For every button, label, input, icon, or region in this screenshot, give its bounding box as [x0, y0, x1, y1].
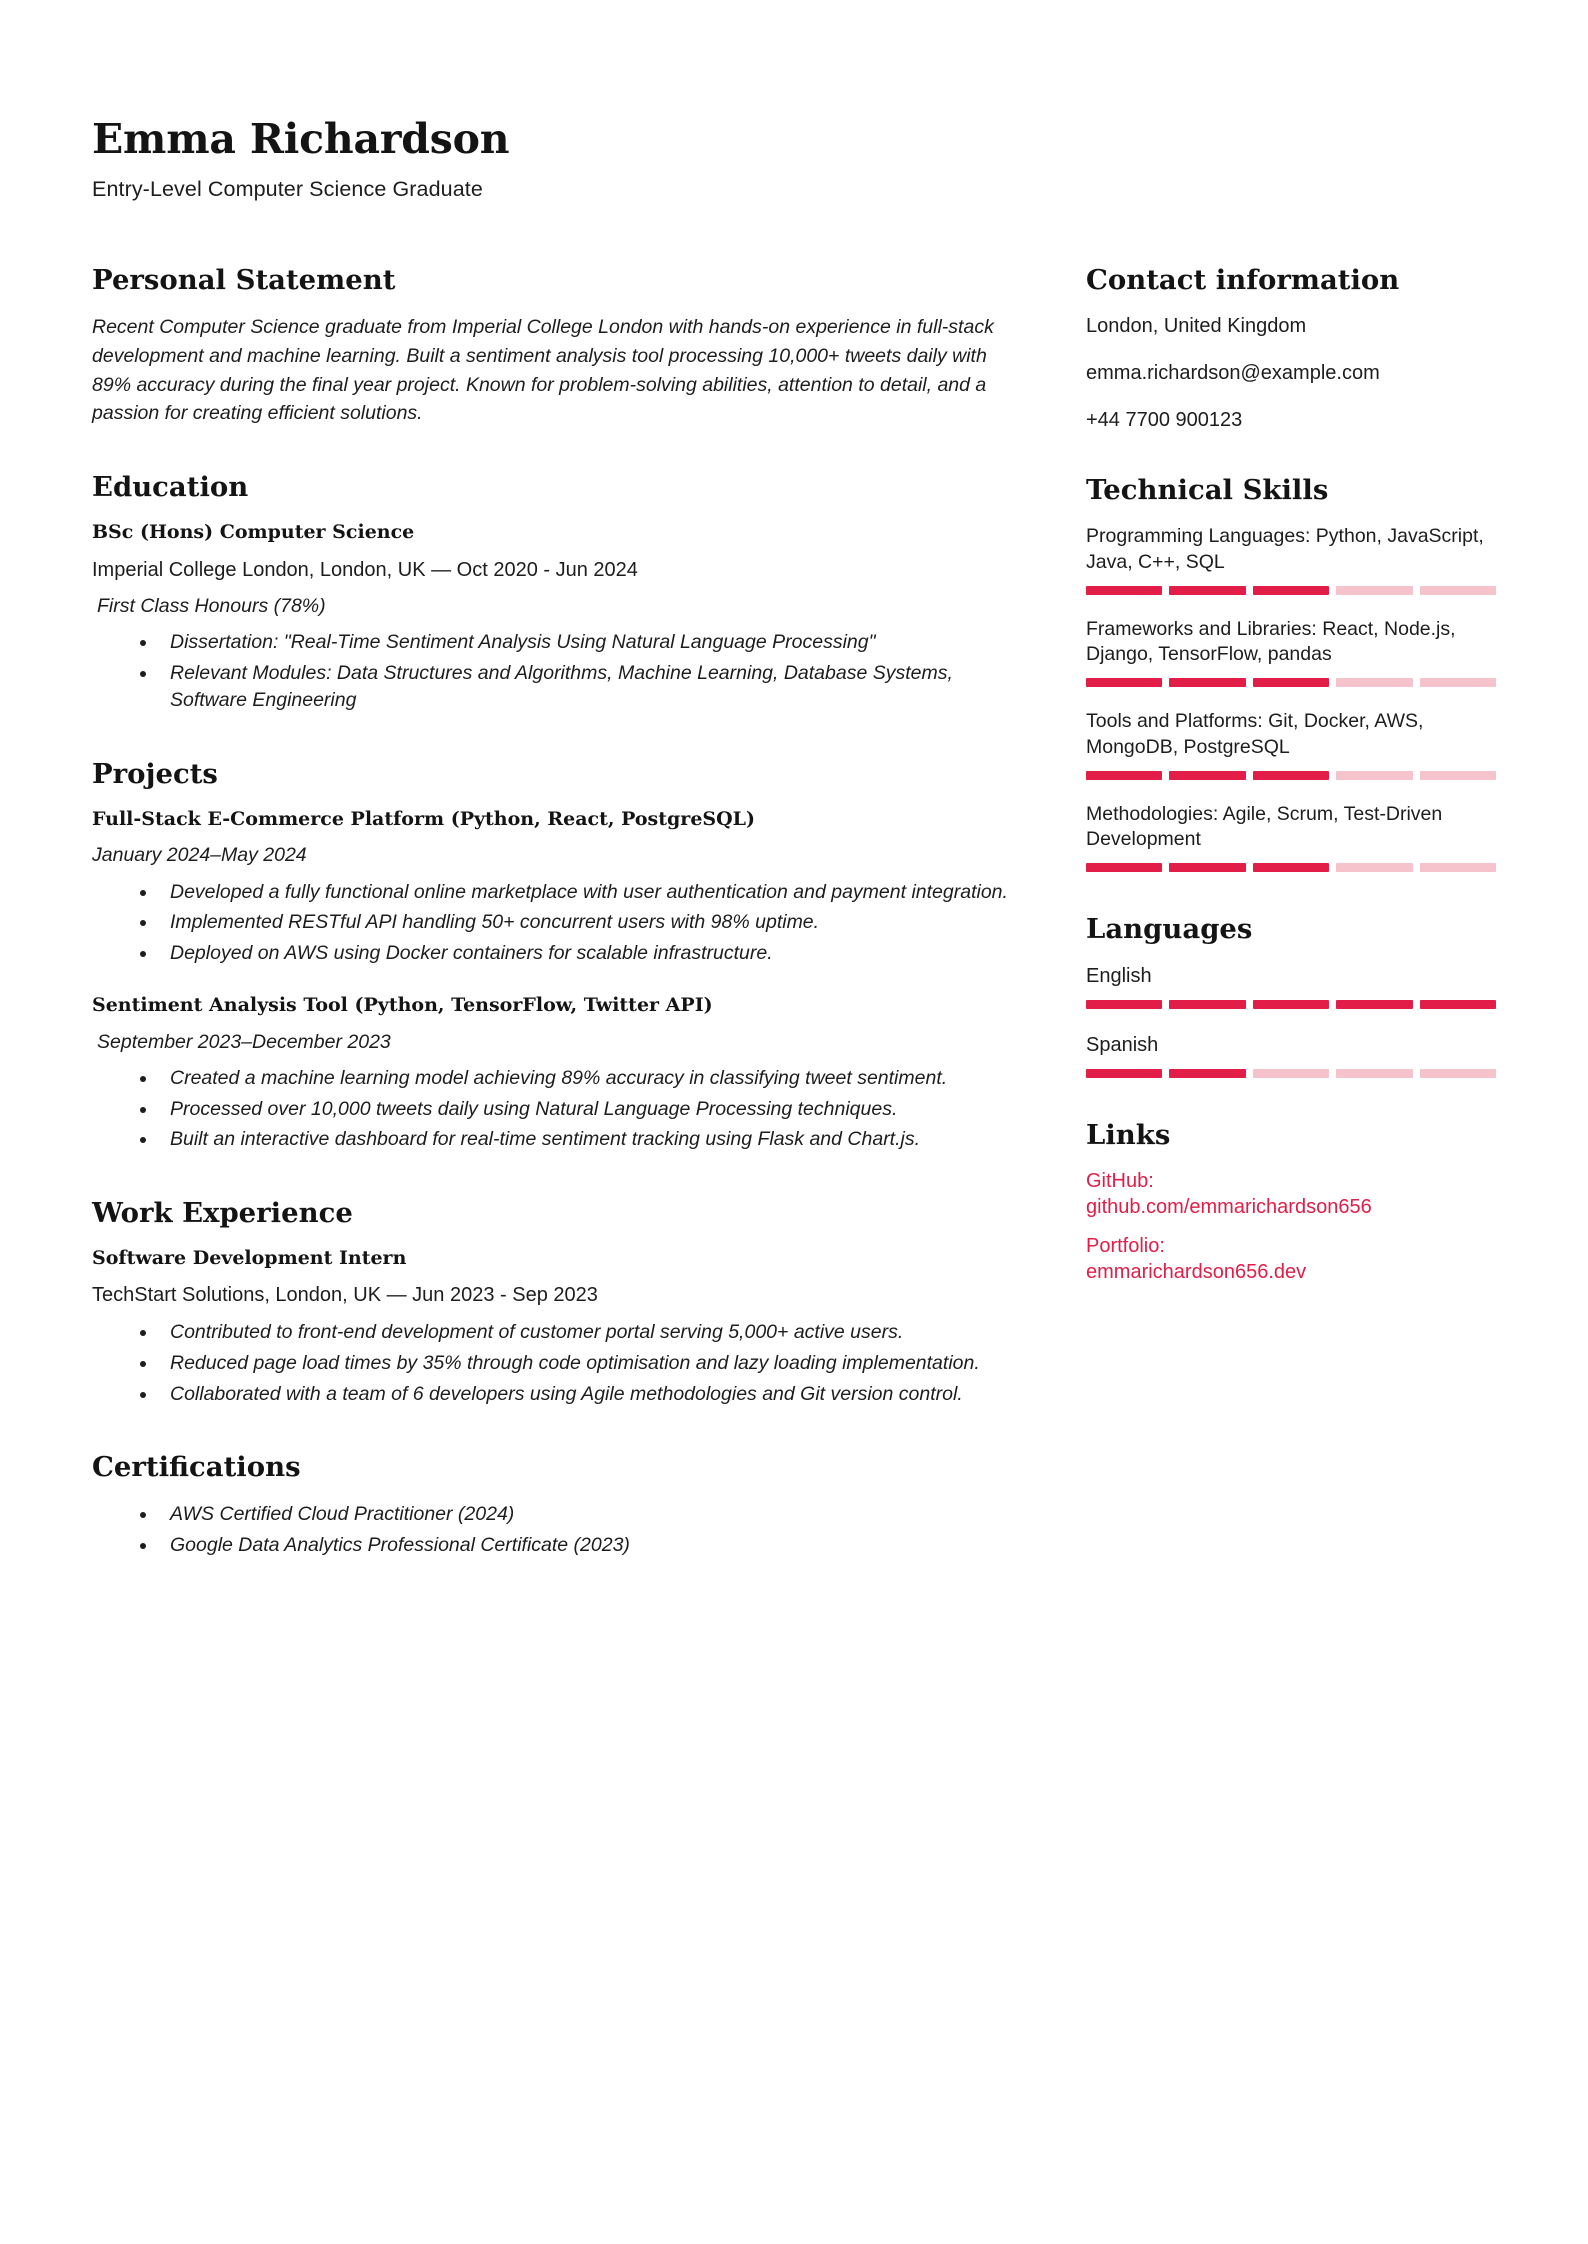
rating-pip-filled — [1086, 1069, 1162, 1078]
rating-pip-empty — [1336, 678, 1412, 687]
section-education — [92, 472, 1022, 715]
list-item: Created a machine learning model achieving 89% accuracy in classifying tweet sentiment. — [140, 1065, 1022, 1093]
list-item: Implemented RESTful API handling 50+ concurrent users with 98% uptime. — [140, 909, 1022, 937]
language-rating — [1086, 1069, 1496, 1078]
main-column — [92, 265, 1022, 1604]
contact-email[interactable]: emma.richardson@example.com — [1086, 362, 1380, 385]
project-entry — [92, 808, 1022, 968]
education-bullets — [92, 629, 1022, 715]
list-item: Google Data Analytics Professional Certificate (2023) — [140, 1532, 1022, 1560]
languages-heading: Languages — [1086, 912, 1253, 945]
skill-label: Tools and Platforms: Git, Docker, AWS, MongoDB, PostgreSQL — [1086, 710, 1424, 758]
rating-pip-filled — [1169, 1069, 1245, 1078]
technical-skills-heading: Technical Skills — [1086, 474, 1329, 507]
rating-pip-filled — [1169, 678, 1245, 687]
rating-pip-filled — [1169, 771, 1245, 780]
candidate-name: Emma Richardson — [92, 115, 510, 163]
list-item: Reduced page load times by 35% through code optimisation and lazy loading implementation. — [140, 1350, 1022, 1378]
project-title: Full-Stack E-Commerce Platform (Python, React, PostgreSQL) — [92, 807, 756, 830]
skill-rating — [1086, 678, 1496, 687]
link-url[interactable]: github.com/emmarichardson656 — [1086, 1196, 1372, 1219]
personal-statement-heading: Personal Statement — [92, 263, 396, 296]
list-item: Contributed to front-end development of customer portal serving 5,000+ active users. — [140, 1319, 1022, 1347]
work-experience-heading: Work Experience — [92, 1196, 353, 1229]
work-entry — [92, 1247, 1022, 1409]
list-item: AWS Certified Cloud Practitioner (2024) — [140, 1501, 1022, 1529]
section-links — [1086, 1120, 1496, 1286]
section-languages — [1086, 914, 1496, 1078]
skill-item — [1086, 524, 1496, 594]
skill-item — [1086, 802, 1496, 872]
rating-pip-filled — [1169, 863, 1245, 872]
certifications-bullets — [92, 1501, 1022, 1559]
language-label: English — [1086, 964, 1152, 987]
rating-pip-filled — [1086, 678, 1162, 687]
rating-pip-empty — [1420, 586, 1496, 595]
rating-pip-empty — [1336, 586, 1412, 595]
links-heading: Links — [1086, 1118, 1171, 1151]
project-dates: January 2024–May 2024 — [92, 844, 307, 867]
rating-pip-filled — [1169, 1000, 1245, 1009]
section-work-experience — [92, 1198, 1022, 1408]
skill-item — [1086, 617, 1496, 687]
list-item: Collaborated with a team of 6 developers using Agile methodologies and Git version control. — [140, 1381, 1022, 1409]
education-grade: First Class Honours (78%) — [97, 594, 326, 617]
work-job-title: Software Development Intern — [92, 1246, 407, 1269]
work-bullets — [92, 1319, 1022, 1408]
section-certifications — [92, 1452, 1022, 1559]
link-github[interactable] — [1086, 1168, 1496, 1220]
project-title: Sentiment Analysis Tool (Python, TensorFlow, Twitter API) — [92, 993, 713, 1016]
section-personal-statement — [92, 265, 1022, 428]
section-contact-information — [1086, 265, 1496, 434]
skill-label: Programming Languages: Python, JavaScript, Java, C++, SQL — [1086, 525, 1484, 573]
skill-label: Methodologies: Agile, Scrum, Test-Driven Development — [1086, 802, 1443, 851]
skill-item — [1086, 709, 1496, 779]
side-column — [1086, 265, 1496, 1285]
education-institution: Imperial College London, London, UK — Oct 2020 - Jun 2024 — [92, 558, 638, 581]
contact-heading: Contact information — [1086, 263, 1400, 296]
rating-pip-empty — [1420, 1069, 1496, 1078]
list-item: Processed over 10,000 tweets daily using Natural Language Processing techniques. — [140, 1096, 1022, 1124]
rating-pip-empty — [1420, 678, 1496, 687]
rating-pip-filled — [1420, 1000, 1496, 1009]
resume-header — [92, 115, 1496, 203]
rating-pip-filled — [1169, 586, 1245, 595]
project-bullets — [92, 879, 1022, 968]
skill-rating — [1086, 586, 1496, 595]
rating-pip-filled — [1253, 863, 1329, 872]
work-company: TechStart Solutions, London, UK — Jun 2023 - Sep 2023 — [92, 1284, 598, 1307]
section-technical-skills — [1086, 475, 1496, 872]
rating-pip-empty — [1253, 1069, 1329, 1078]
projects-heading: Projects — [92, 757, 218, 790]
education-heading: Education — [92, 471, 249, 504]
link-url[interactable]: emmarichardson656.dev — [1086, 1261, 1307, 1284]
education-entry — [92, 521, 1022, 715]
list-item: Deployed on AWS using Docker containers for scalable infrastructure. — [140, 940, 1022, 968]
project-entry — [92, 994, 1022, 1154]
language-label: Spanish — [1086, 1033, 1159, 1056]
language-item — [1086, 963, 1496, 1009]
rating-pip-empty — [1420, 863, 1496, 872]
contact-location: London, United Kingdom — [1086, 315, 1307, 338]
rating-pip-filled — [1086, 863, 1162, 872]
rating-pip-empty — [1336, 1069, 1412, 1078]
link-label: Portfolio: — [1086, 1235, 1165, 1258]
resume-columns — [92, 265, 1496, 1604]
rating-pip-filled — [1086, 771, 1162, 780]
section-projects — [92, 759, 1022, 1154]
skill-rating — [1086, 863, 1496, 872]
project-dates: September 2023–December 2023 — [97, 1030, 391, 1053]
skill-label: Frameworks and Libraries: React, Node.js, Django, TensorFlow, pandas — [1086, 617, 1456, 666]
skill-rating — [1086, 771, 1496, 780]
education-degree: BSc (Hons) Computer Science — [92, 520, 415, 543]
rating-pip-empty — [1336, 771, 1412, 780]
rating-pip-empty — [1420, 771, 1496, 780]
certifications-heading: Certifications — [92, 1451, 301, 1484]
list-item: Dissertation: "Real-Time Sentiment Analysis Using Natural Language Processing" — [140, 629, 1022, 657]
rating-pip-filled — [1253, 586, 1329, 595]
link-label: GitHub: — [1086, 1170, 1154, 1193]
personal-statement-body: Recent Computer Science graduate from Imperial College London with hands-on experience in full-stack development and machine learning. Built a sentiment analysis tool processing 10,000+ tweets daily with 89% accuracy during the final year project. Known for problem-solving abilities, attention to detail, and a passion for creating efficient solutions. — [92, 316, 994, 425]
list-item: Developed a fully functional online marketplace with user authentication and payment integration. — [140, 879, 1022, 907]
project-bullets — [92, 1065, 1022, 1154]
rating-pip-filled — [1336, 1000, 1412, 1009]
rating-pip-empty — [1336, 863, 1412, 872]
language-item — [1086, 1032, 1496, 1078]
rating-pip-filled — [1086, 586, 1162, 595]
language-rating — [1086, 1000, 1496, 1009]
rating-pip-filled — [1253, 1000, 1329, 1009]
link-portfolio[interactable] — [1086, 1233, 1496, 1285]
list-item: Relevant Modules: Data Structures and Algorithms, Machine Learning, Database Systems, Software Engineering — [140, 660, 1022, 715]
list-item: Built an interactive dashboard for real-time sentiment tracking using Flask and Chart.js. — [140, 1126, 1022, 1154]
rating-pip-filled — [1253, 771, 1329, 780]
rating-pip-filled — [1086, 1000, 1162, 1009]
rating-pip-filled — [1253, 678, 1329, 687]
candidate-tagline: Entry-Level Computer Science Graduate — [92, 177, 483, 202]
contact-phone[interactable]: +44 7700 900123 — [1086, 409, 1243, 432]
